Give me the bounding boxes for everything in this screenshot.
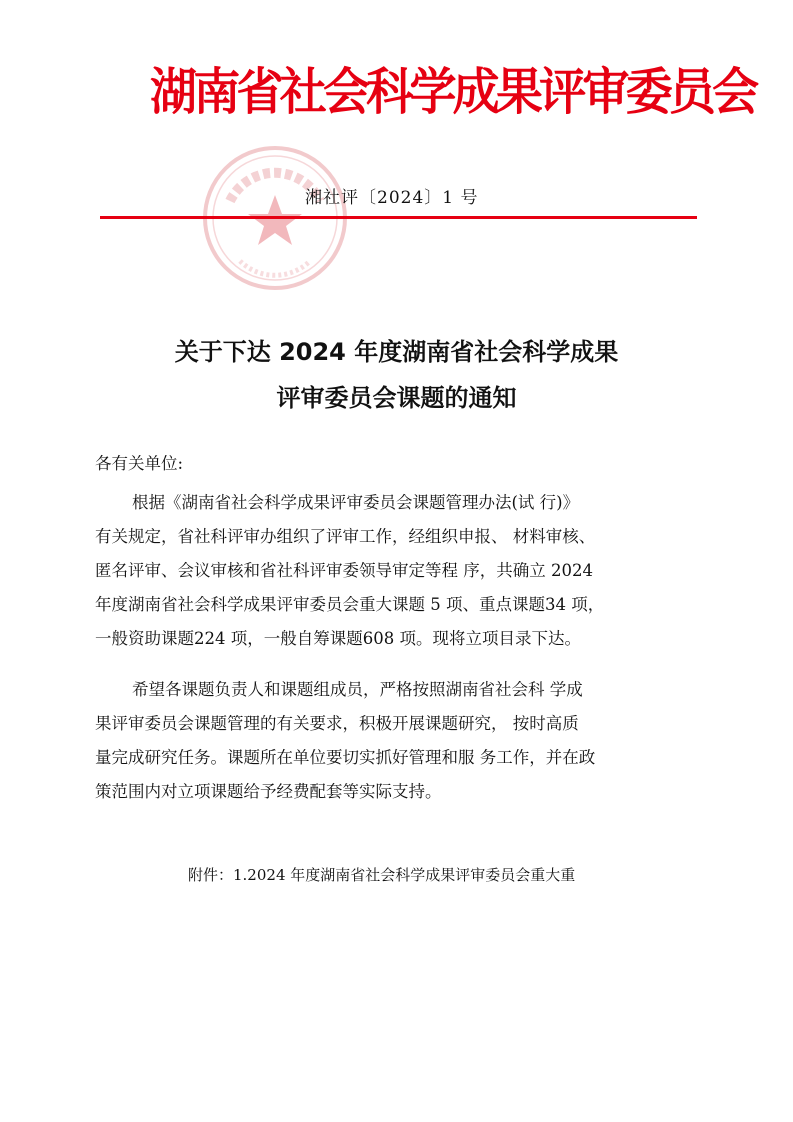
notice-title-line-2: 评审委员会课题的通知 — [276, 384, 517, 412]
document-number: 湘社评〔2024〕1 号 — [305, 188, 479, 208]
red-divider — [100, 216, 697, 219]
paragraph-line: 年度湖南省社会科学成果评审委员会重大课题 5 项、重点课题34 项， — [95, 595, 605, 614]
attachment-note: 附件：1.2024 年度湖南省社会科学成果评审委员会重大重 — [188, 866, 576, 884]
paragraph-line: 量完成研究任务。课题所在单位要切实抓好管理和服 务工作，并在政 — [95, 748, 596, 767]
paragraph-line: 果评审委员会课题管理的有关要求，积极开展课题研究， 按时高质 — [95, 714, 579, 733]
body-paragraph-1 — [95, 486, 695, 656]
notice-title-line-1: 关于下达 2024 年度湖南省社会科学成果 — [174, 338, 619, 366]
salutation: 各有关单位: — [95, 454, 184, 473]
paragraph-line: 根据《湖南省社会科学成果评审委员会课题管理办法(试 行)》 — [132, 493, 580, 512]
organization-header: 湖南省社会科学成果评审委员会 — [150, 63, 756, 121]
paragraph-line: 希望各课题负责人和课题组成员，严格按照湖南省社会科 学成 — [132, 680, 583, 699]
paragraph-line: 匿名评审、会议审核和省社科评审委领导审定等程 序，共确立 2024 — [95, 561, 593, 580]
body-paragraph-2 — [95, 673, 695, 809]
paragraph-line: 有关规定，省社科评审办组织了评审工作，经组织申报、 材料审核、 — [95, 527, 596, 546]
paragraph-line: 一般资助课题224 项，一般自筹课题608 项。现将立项目录下达。 — [95, 629, 581, 648]
paragraph-line: 策范围内对立项课题给予经费配套等实际支持。 — [95, 782, 442, 801]
